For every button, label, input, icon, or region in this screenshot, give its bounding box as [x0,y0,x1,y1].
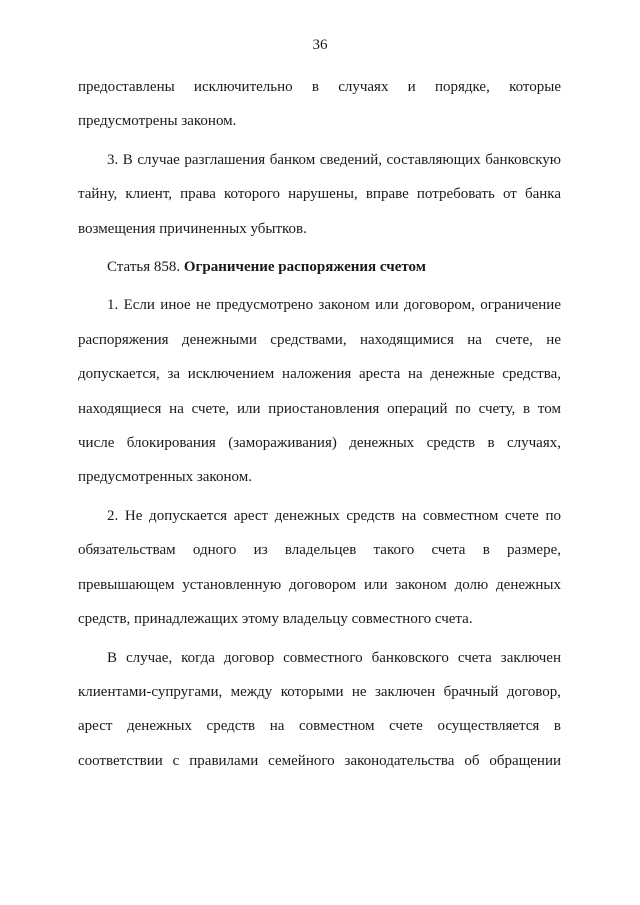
text-line: обязательствам одного из владельцев такого счета в размере, [78,542,561,559]
text-line: 2. Не допускается арест денежных средств на совместном счете по [107,507,561,524]
paragraph-disclosure [78,143,561,246]
text-line: клиентами-супругами, между которыми не заключен брачный договор, [78,683,561,700]
text-line: предоставлены исключительно в случаях и порядке, которые [78,79,561,95]
text-line: числе блокирования (замораживания) денежных средств в случаях, [78,435,561,452]
text-line: В случае, когда договор совместного банковского счета заключен [107,649,561,666]
text-line: тайну, клиент, права которого нарушены, вправе потребовать от банка [78,186,561,203]
paragraph-spouses [78,641,561,779]
paragraph-continuation [78,70,561,139]
text-line: находящиеся на счете, или приостановления операций по счету, в том [78,400,561,417]
text-line: возмещения причиненных убытков. [78,220,307,237]
article-number: Статья 858. [107,259,181,276]
text-line: средств, принадлежащих этому владельцу совместного счета. [78,611,473,628]
document-body [78,70,561,778]
text-line: допускается, за исключением наложения ареста на денежные средства, [78,366,561,383]
paragraph-restriction [78,288,561,494]
text-line: превышающем установленную договором или законом долю денежных [78,576,561,593]
text-line: 1. Если иное не предусмотрено законом или договором, ограничение [107,297,561,314]
text-line: предусмотрены законом. [78,113,237,130]
text-line: распоряжения денежными средствами, находящимися на счете, не [78,331,561,348]
page-number: 36 [312,37,328,53]
paragraph-joint-account [78,499,561,637]
article-title: Ограничение распоряжения счетом [183,259,426,276]
text-line: соответствии с правилами семейного законодательства об обращении [78,752,561,769]
article-heading [78,250,561,284]
text-line: предусмотренных законом. [78,469,252,486]
text-line: арест денежных средств на совместном счете осуществляется в [78,718,561,735]
text-line: 3. В случае разглашения банком сведений, составляющих банковскую [107,151,561,168]
